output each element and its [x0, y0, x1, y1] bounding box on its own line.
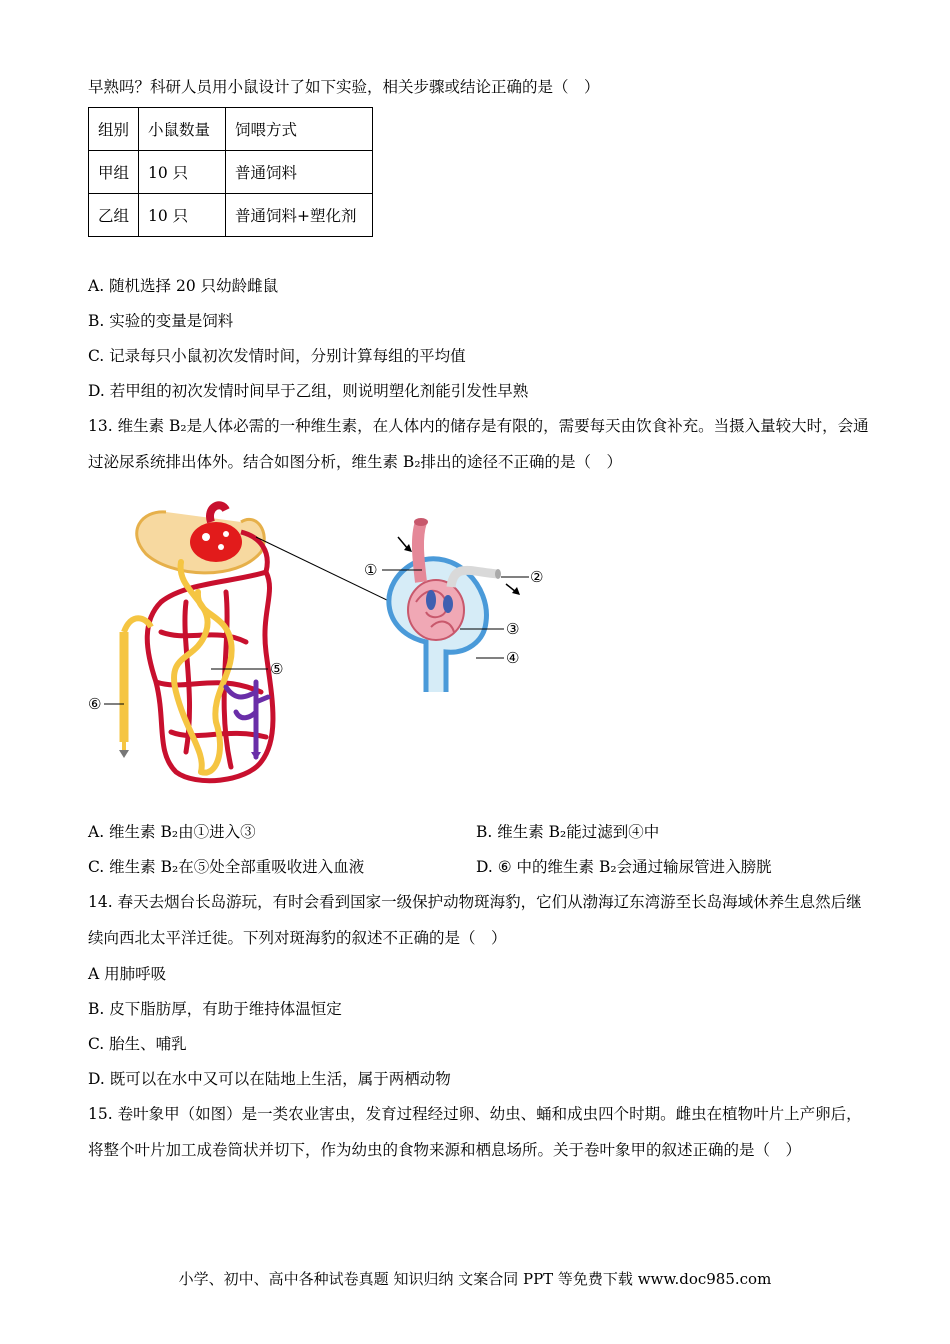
q14-option-c: C. 胎生、哺乳 — [88, 1035, 187, 1053]
table-header: 饲喂方式 — [226, 108, 373, 151]
question-13-stem: 13. 维生素 B₂是人体必需的一种维生素，在人体内的储存是有限的，需要每天由饮食补充。当摄入量较大时，会通过泌尿系统排出体外。结合如图分析，维生素 B₂排出的途径不正确的是（ ） — [88, 417, 869, 471]
question-15-stem: 15. 卷叶象甲（如图）是一类农业害虫，发育过程经过卵、幼虫、蛹和成虫四个时期。雌虫在植物叶片上产卵后，将整个叶片加工成卷筒状并切下，作为幼虫的食物来源和栖息场所。关于卷叶象甲的叙述正确的是（ ） — [88, 1105, 862, 1159]
label-6: ⑥ — [88, 695, 102, 713]
glomerulus-small — [190, 522, 242, 562]
table-row — [89, 151, 373, 194]
page-footer: 小学、初中、高中各种试卷真题 知识归纳 文案合同 PPT 等免费下载 www.doc985.com — [178, 1270, 772, 1288]
experiment-table — [88, 107, 373, 237]
q14-option-a: A 用肺呼吸 — [88, 965, 167, 983]
q14-option-b: B. 皮下脂肪厚，有助于维持体温恒定 — [88, 1000, 342, 1018]
q12-option-d: D. 若甲组的初次发情时间早于乙组，则说明塑化剂能引发性早熟 — [88, 382, 529, 400]
table-cell: 10 只 — [139, 151, 226, 194]
q12-option-a: A. 随机选择 20 只幼龄雌鼠 — [88, 277, 279, 295]
table-header-row — [89, 108, 373, 151]
table-cell: 甲组 — [89, 151, 139, 194]
q13-option-c: C. 维生素 B₂在⑤处全部重吸收进入血液 — [88, 858, 365, 876]
label-1: ① — [364, 561, 378, 579]
q13-option-b: B. 维生素 B₂能过滤到④中 — [476, 823, 660, 841]
table-row — [89, 194, 373, 237]
table-cell: 10 只 — [139, 194, 226, 237]
label-2: ② — [530, 568, 544, 586]
label-5: ⑤ — [270, 660, 284, 678]
table-header: 小鼠数量 — [139, 108, 226, 151]
q12-option-c: C. 记录每只小鼠初次发情时间，分别计算每组的平均值 — [88, 347, 466, 365]
table-cell: 普通饲料+塑化剂 — [226, 194, 373, 237]
label-3: ③ — [506, 620, 520, 638]
q12-option-b: B. 实验的变量是饲料 — [88, 312, 234, 330]
question-12-intro: 早熟吗？科研人员用小鼠设计了如下实验，相关步骤或结论正确的是（ ） — [88, 78, 600, 96]
q13-option-a: A. 维生素 B₂由①进入③ — [88, 823, 256, 841]
question-14-stem: 14. 春天去烟台长岛游玩，有时会看到国家一级保护动物斑海豹，它们从渤海辽东湾游至长岛海域休养生息然后继续向西北太平洋迁徙。下列对斑海豹的叙述不正确的是（ ） — [88, 893, 862, 947]
label-4: ④ — [506, 649, 520, 667]
glomerulus-large — [408, 580, 464, 640]
nephron-diagram — [86, 492, 556, 792]
table-cell: 普通饲料 — [226, 151, 373, 194]
q14-option-d: D. 既可以在水中又可以在陆地上生活，属于两栖动物 — [88, 1070, 451, 1088]
afferent-arteriole — [418, 522, 421, 582]
table-cell: 乙组 — [89, 194, 139, 237]
table-header: 组别 — [89, 108, 139, 151]
q13-option-d: D. ⑥ 中的维生素 B₂会通过输尿管进入膀胱 — [476, 858, 772, 876]
